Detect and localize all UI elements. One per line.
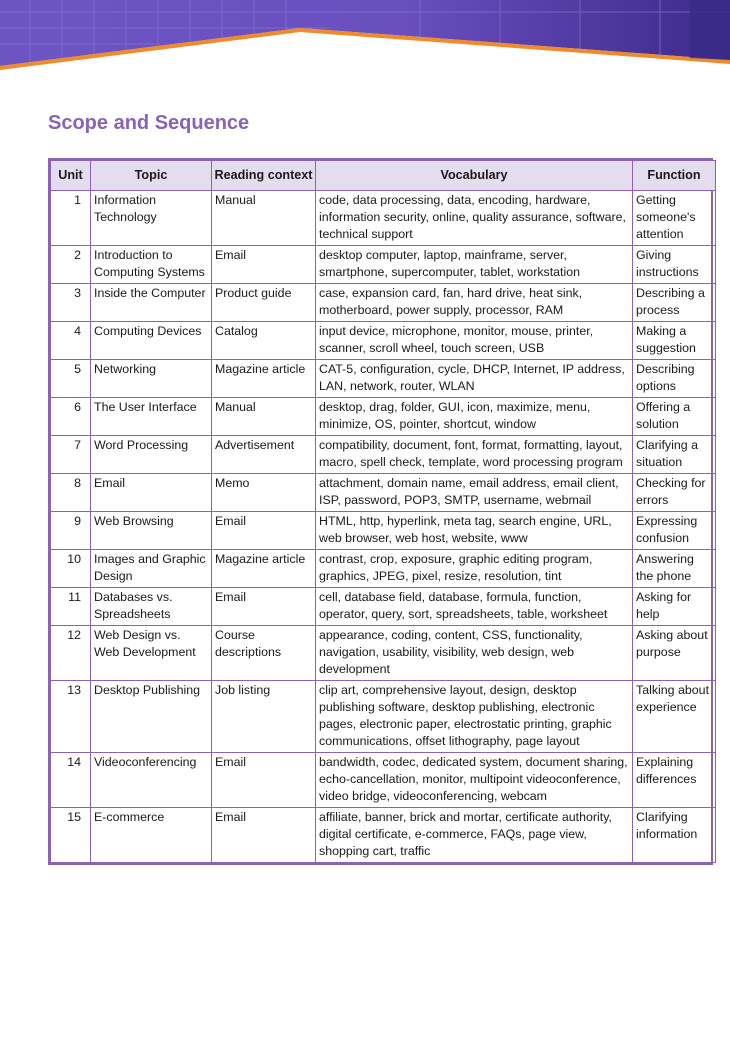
- table-row: [51, 512, 716, 550]
- function-cell: Offering a solution: [633, 398, 716, 436]
- context-cell: Advertisement: [212, 436, 316, 474]
- topic-cell: E-commerce: [91, 808, 212, 863]
- function-cell: Making a suggestion: [633, 322, 716, 360]
- table-header-row: [51, 161, 716, 191]
- function-cell: Asking about purpose: [633, 626, 716, 681]
- unit-number: 13: [51, 681, 91, 753]
- topic-cell: Videoconferencing: [91, 753, 212, 808]
- unit-number: 1: [51, 191, 91, 246]
- table-row: [51, 284, 716, 322]
- function-cell: Talking about experience: [633, 681, 716, 753]
- unit-number: 12: [51, 626, 91, 681]
- context-cell: Memo: [212, 474, 316, 512]
- header-banner: [0, 0, 730, 72]
- function-cell: Giving instructions: [633, 246, 716, 284]
- page-title: Scope and Sequence: [48, 112, 250, 134]
- vocabulary-cell: input device, microphone, monitor, mouse, printer, scanner, scroll wheel, touch screen, USB: [316, 322, 633, 360]
- function-cell: Clarifying a situation: [633, 436, 716, 474]
- header-function: Function: [633, 161, 716, 191]
- topic-cell: Desktop Publishing: [91, 681, 212, 753]
- function-cell: Describing a process: [633, 284, 716, 322]
- function-cell: Getting someone's attention: [633, 191, 716, 246]
- function-cell: Answering the phone: [633, 550, 716, 588]
- unit-number: 8: [51, 474, 91, 512]
- scope-sequence-table: [48, 158, 713, 865]
- context-cell: Magazine article: [212, 360, 316, 398]
- topic-cell: Web Browsing: [91, 512, 212, 550]
- topic-cell: The User Interface: [91, 398, 212, 436]
- topic-cell: Word Processing: [91, 436, 212, 474]
- table-row: [51, 474, 716, 512]
- unit-number: 10: [51, 550, 91, 588]
- context-cell: Catalog: [212, 322, 316, 360]
- unit-number: 5: [51, 360, 91, 398]
- table-row: [51, 436, 716, 474]
- function-cell: Checking for errors: [633, 474, 716, 512]
- function-cell: Explaining differences: [633, 753, 716, 808]
- header-vocabulary: Vocabulary: [316, 161, 633, 191]
- function-cell: Clarifying information: [633, 808, 716, 863]
- table-row: [51, 588, 716, 626]
- table-row: [51, 246, 716, 284]
- unit-number: 4: [51, 322, 91, 360]
- header-unit: Unit: [51, 161, 91, 191]
- vocabulary-cell: code, data processing, data, encoding, hardware, information security, online, quality assurance, software, technical support: [316, 191, 633, 246]
- context-cell: Manual: [212, 191, 316, 246]
- topic-cell: Databases vs. Spreadsheets: [91, 588, 212, 626]
- unit-number: 11: [51, 588, 91, 626]
- table-row: [51, 753, 716, 808]
- context-cell: Email: [212, 512, 316, 550]
- vocabulary-cell: bandwidth, codec, dedicated system, document sharing, echo-cancellation, monitor, multipoint videoconference, video bridge, videoconferencing, webcam: [316, 753, 633, 808]
- table-row: [51, 626, 716, 681]
- table-row: [51, 191, 716, 246]
- vocabulary-cell: cell, database field, database, formula, function, operator, query, sort, spreadsheets, table, worksheet: [316, 588, 633, 626]
- vocabulary-cell: clip art, comprehensive layout, design, desktop publishing software, desktop publishing, electronic pages, electronic paper, electrostatic printing, graphic communications, offset lithography, page layout: [316, 681, 633, 753]
- context-cell: Email: [212, 753, 316, 808]
- context-cell: Email: [212, 808, 316, 863]
- vocabulary-cell: HTML, http, hyperlink, meta tag, search engine, URL, web browser, web host, website, www: [316, 512, 633, 550]
- unit-number: 9: [51, 512, 91, 550]
- context-cell: Job listing: [212, 681, 316, 753]
- context-cell: Magazine article: [212, 550, 316, 588]
- vocabulary-cell: desktop computer, laptop, mainframe, server, smartphone, supercomputer, tablet, workstation: [316, 246, 633, 284]
- table-row: [51, 808, 716, 863]
- topic-cell: Web Design vs. Web Development: [91, 626, 212, 681]
- vocabulary-cell: desktop, drag, folder, GUI, icon, maximize, menu, minimize, OS, pointer, shortcut, window: [316, 398, 633, 436]
- header-topic: Topic: [91, 161, 212, 191]
- table-row: [51, 550, 716, 588]
- vocabulary-cell: attachment, domain name, email address, email client, ISP, password, POP3, SMTP, username, webmail: [316, 474, 633, 512]
- context-cell: Email: [212, 246, 316, 284]
- topic-cell: Email: [91, 474, 212, 512]
- vocabulary-cell: case, expansion card, fan, hard drive, heat sink, motherboard, power supply, processor, RAM: [316, 284, 633, 322]
- context-cell: Manual: [212, 398, 316, 436]
- table-row: [51, 322, 716, 360]
- context-cell: Product guide: [212, 284, 316, 322]
- unit-number: 3: [51, 284, 91, 322]
- table-row: [51, 681, 716, 753]
- topic-cell: Introduction to Computing Systems: [91, 246, 212, 284]
- vocabulary-cell: CAT-5, configuration, cycle, DHCP, Internet, IP address, LAN, network, router, WLAN: [316, 360, 633, 398]
- context-cell: Email: [212, 588, 316, 626]
- vocabulary-cell: contrast, crop, exposure, graphic editing program, graphics, JPEG, pixel, resize, resolution, tint: [316, 550, 633, 588]
- vocabulary-cell: appearance, coding, content, CSS, functionality, navigation, usability, visibility, web design, web development: [316, 626, 633, 681]
- topic-cell: Computing Devices: [91, 322, 212, 360]
- header-reading-context: Reading context: [212, 161, 316, 191]
- unit-number: 14: [51, 753, 91, 808]
- function-cell: Expressing confusion: [633, 512, 716, 550]
- topic-cell: Information Technology: [91, 191, 212, 246]
- unit-number: 15: [51, 808, 91, 863]
- unit-number: 2: [51, 246, 91, 284]
- topic-cell: Networking: [91, 360, 212, 398]
- table-row: [51, 360, 716, 398]
- function-cell: Asking for help: [633, 588, 716, 626]
- topic-cell: Images and Graphic Design: [91, 550, 212, 588]
- table-row: [51, 398, 716, 436]
- vocabulary-cell: compatibility, document, font, format, formatting, layout, macro, spell check, template, word processing program: [316, 436, 633, 474]
- unit-number: 7: [51, 436, 91, 474]
- function-cell: Describing options: [633, 360, 716, 398]
- topic-cell: Inside the Computer: [91, 284, 212, 322]
- context-cell: Course descriptions: [212, 626, 316, 681]
- vocabulary-cell: affiliate, banner, brick and mortar, certificate authority, digital certificate, e-commerce, FAQs, page view, shopping cart, traffic: [316, 808, 633, 863]
- unit-number: 6: [51, 398, 91, 436]
